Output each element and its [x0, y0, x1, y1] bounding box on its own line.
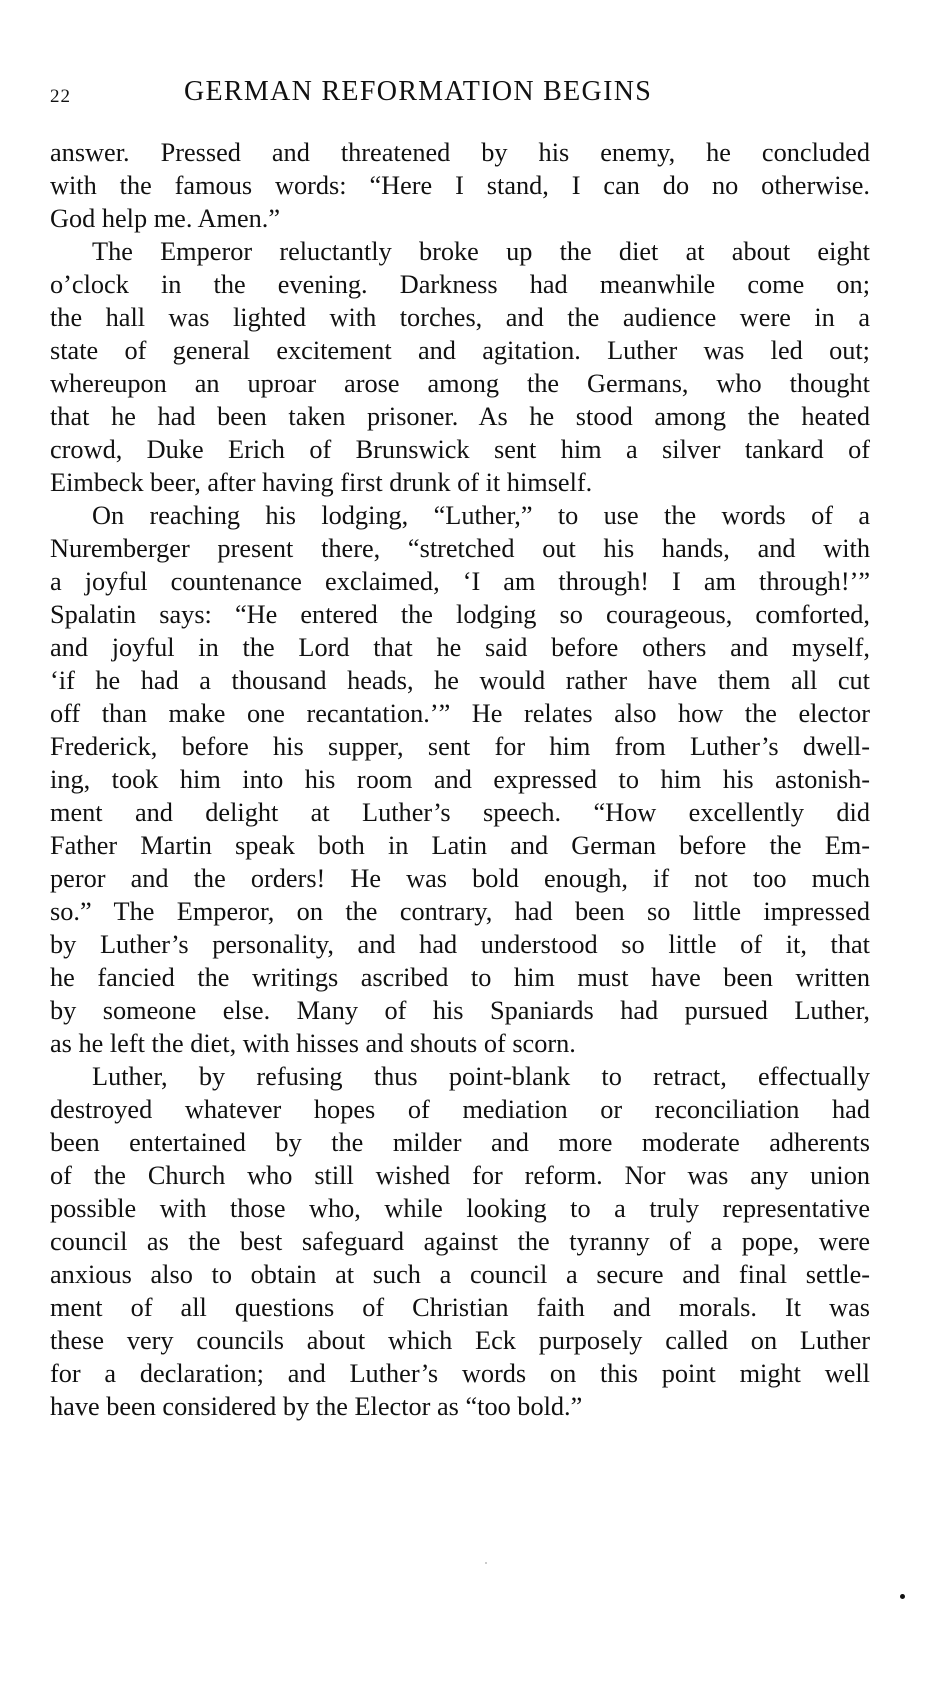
scan-speck — [485, 1562, 487, 1564]
text-line: ‘if he had a thousand heads, he would rather have them all cut — [50, 666, 870, 695]
text-line: of the Church who still wished for reform. Nor was any union — [50, 1161, 870, 1190]
body-text — [50, 136, 870, 1423]
text-line: anxious also to obtain at such a council a secure and final settle- — [50, 1260, 870, 1289]
text-line: ment and delight at Luther’s speech. “How excellently did — [50, 798, 870, 827]
text-line: been entertained by the milder and more moderate adherents — [50, 1128, 870, 1157]
running-title: GERMAN REFORMATION BEGINS — [184, 76, 653, 107]
text-line: Eimbeck beer, after having first drunk of it himself. — [50, 468, 593, 497]
text-line: by Luther’s personality, and had understood so little of it, that — [50, 930, 870, 959]
text-line: these very councils about which Eck purposely called on Luther — [50, 1326, 870, 1355]
text-line: The Emperor reluctantly broke up the diet at about eight — [92, 237, 870, 266]
text-line: off than make one recantation.’” He relates also how the elector — [50, 699, 870, 728]
text-line: state of general excitement and agitation. Luther was led out; — [50, 336, 870, 365]
text-line: the hall was lighted with torches, and the audience were in a — [50, 303, 870, 332]
scan-speck — [900, 1594, 905, 1599]
text-line: for a declaration; and Luther’s words on this point might well — [50, 1359, 870, 1388]
text-line: ing, took him into his room and expressed to him his astonish- — [50, 765, 870, 794]
text-line: have been considered by the Elector as “too bold.” — [50, 1392, 583, 1421]
paragraph-1 — [50, 136, 870, 235]
running-head — [50, 76, 870, 112]
text-line: as he left the diet, with hisses and shouts of scorn. — [50, 1029, 576, 1058]
text-line: Frederick, before his supper, sent for him from Luther’s dwell- — [50, 732, 870, 761]
text-line: that he had been taken prisoner. As he stood among the heated — [50, 402, 870, 431]
text-line: God help me. Amen.” — [50, 204, 281, 233]
page-number: 22 — [50, 86, 71, 107]
text-line: ment of all questions of Christian faith and morals. It was — [50, 1293, 870, 1322]
text-line: On reaching his lodging, “Luther,” to use the words of a — [92, 501, 870, 530]
text-line: Spalatin says: “He entered the lodging so courageous, comforted, — [50, 600, 870, 629]
paragraph-4 — [50, 1060, 870, 1423]
text-line: council as the best safeguard against the tyranny of a pope, were — [50, 1227, 870, 1256]
text-line: a joyful countenance exclaimed, ‘I am through! I am through!’” — [50, 567, 870, 596]
paragraph-3 — [50, 499, 870, 1060]
text-line: Father Martin speak both in Latin and German before the Em- — [50, 831, 870, 860]
text-line: whereupon an uproar arose among the Germans, who thought — [50, 369, 870, 398]
text-line: he fancied the writings ascribed to him must have been written — [50, 963, 870, 992]
text-line: Nuremberger present there, “stretched out his hands, and with — [50, 534, 870, 563]
text-line: o’clock in the evening. Darkness had meanwhile come on; — [50, 270, 870, 299]
text-line: destroyed whatever hopes of mediation or reconciliation had — [50, 1095, 870, 1124]
text-line: crowd, Duke Erich of Brunswick sent him a silver tankard of — [50, 435, 870, 464]
text-line: peror and the orders! He was bold enough, if not too much — [50, 864, 870, 893]
text-line: Luther, by refusing thus point-blank to retract, effectually — [92, 1062, 870, 1091]
text-line: answer. Pressed and threatened by his enemy, he concluded — [50, 138, 870, 167]
text-line: so.” The Emperor, on the contrary, had been so little impressed — [50, 897, 870, 926]
text-line: with the famous words: “Here I stand, I can do no otherwise. — [50, 171, 870, 200]
paragraph-2 — [50, 235, 870, 499]
text-line: by someone else. Many of his Spaniards had pursued Luther, — [50, 996, 870, 1025]
text-line: possible with those who, while looking to a truly representative — [50, 1194, 870, 1223]
text-line: and joyful in the Lord that he said before others and myself, — [50, 633, 870, 662]
